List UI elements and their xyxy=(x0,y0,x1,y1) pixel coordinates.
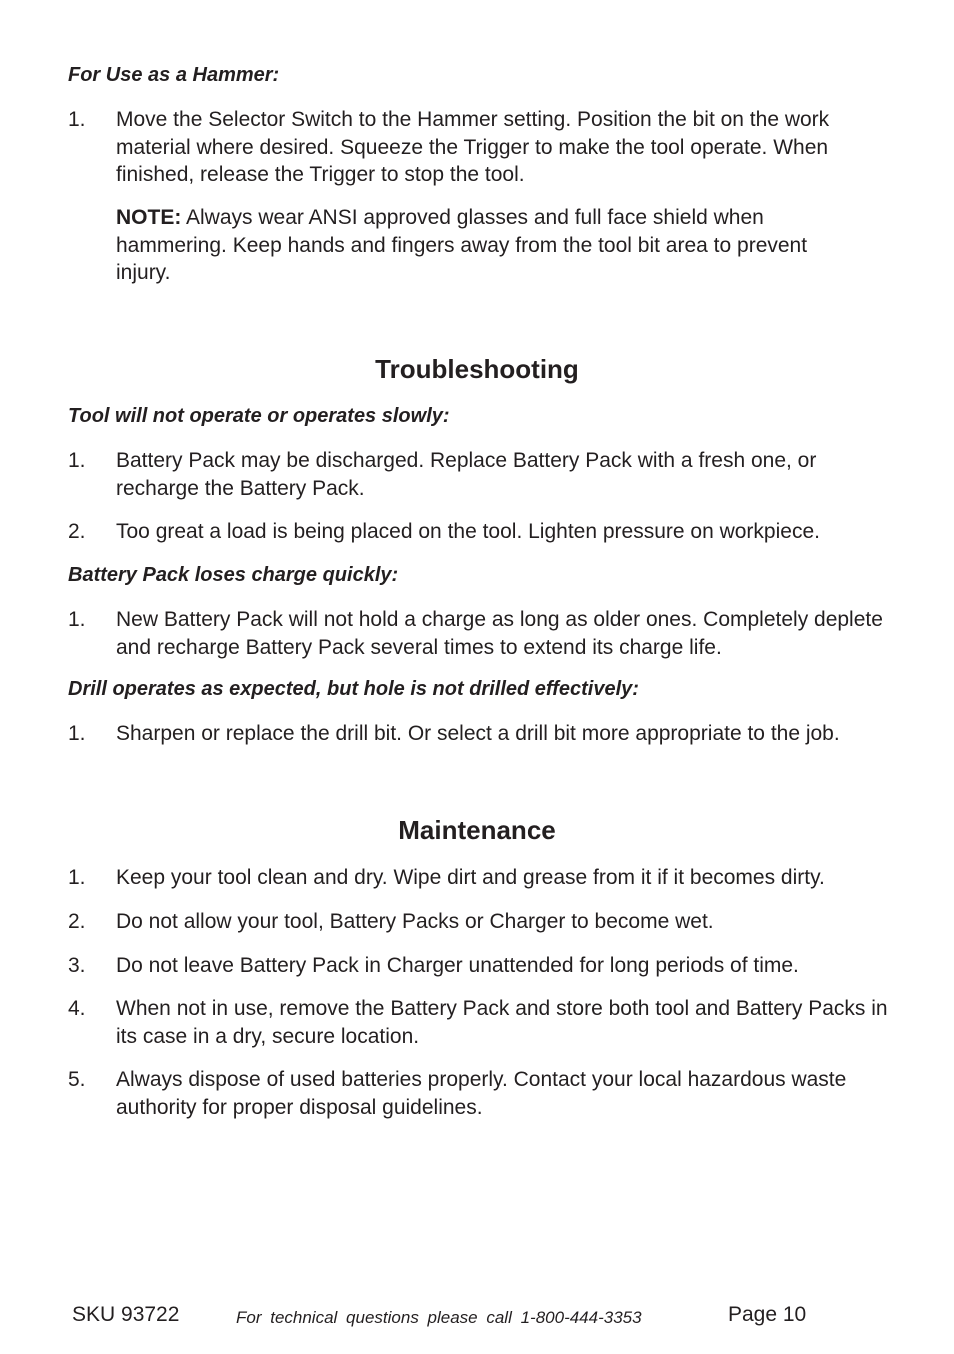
trouble-subhead-3: Drill operates as expected, but hole is not drilled effectively: xyxy=(68,678,639,700)
maintenance-step-5 xyxy=(68,1066,888,1121)
note-label: NOTE: xyxy=(116,206,182,229)
footer-tech-support: For technical questions please call 1-800-444-3353 xyxy=(236,1308,642,1327)
footer-page-number: Page 10 xyxy=(728,1303,807,1326)
trouble-3-step-1 xyxy=(68,720,888,748)
trouble-1-step-1 xyxy=(68,447,888,502)
footer-sku: SKU 93722 xyxy=(72,1303,180,1326)
step-number: 4. xyxy=(68,997,86,1020)
maintenance-title: Maintenance xyxy=(398,815,556,845)
step-number: 5. xyxy=(68,1068,86,1091)
step-number: 3. xyxy=(68,954,86,977)
maintenance-step-3 xyxy=(68,952,888,980)
step-text: Do not leave Battery Pack in Charger unattended for long periods of time. xyxy=(116,954,799,977)
step-text: Move the Selector Switch to the Hammer setting. Position the bit on the work material where desired. Squeeze the Trigger to make the tool operate. When finished, release the Trigger to stop the tool. xyxy=(116,108,830,186)
hammer-step-1 xyxy=(68,106,888,189)
trouble-2-step-1 xyxy=(68,606,888,661)
trouble-1-step-2 xyxy=(68,518,888,546)
maintenance-step-2 xyxy=(68,908,888,936)
note-text: Always wear ANSI approved glasses and full face shield when hammering. Keep hands and fingers away from the tool bit area to prevent injury. xyxy=(116,206,808,284)
hammer-note xyxy=(116,204,856,287)
maintenance-step-1 xyxy=(68,864,888,892)
step-text: Too great a load is being placed on the tool. Lighten pressure on workpiece. xyxy=(116,520,820,543)
trouble-subhead-2: Battery Pack loses charge quickly: xyxy=(68,564,399,586)
maintenance-step-4 xyxy=(68,995,888,1050)
step-number: 1. xyxy=(68,866,86,889)
step-text: New Battery Pack will not hold a charge as long as older ones. Completely deplete and recharge Battery Pack several times to extend its charge life. xyxy=(116,608,883,659)
step-number: 1. xyxy=(68,449,86,472)
step-text: Keep your tool clean and dry. Wipe dirt and grease from it if it becomes dirty. xyxy=(116,866,825,889)
step-number: 2. xyxy=(68,520,86,543)
step-number: 1. xyxy=(68,608,86,631)
step-number: 2. xyxy=(68,910,86,933)
step-text: Always dispose of used batteries properly. Contact your local hazardous waste authority for proper disposal guidelines. xyxy=(116,1068,847,1119)
step-number: 1. xyxy=(68,108,86,131)
step-number: 1. xyxy=(68,722,86,745)
step-text: When not in use, remove the Battery Pack and store both tool and Battery Packs in its case in a dry, secure location. xyxy=(116,997,888,1048)
hammer-subhead: For Use as a Hammer: xyxy=(68,64,280,86)
trouble-subhead-1: Tool will not operate or operates slowly: xyxy=(68,405,450,427)
step-text: Battery Pack may be discharged. Replace Battery Pack with a fresh one, or recharge the Battery Pack. xyxy=(116,449,817,500)
step-text: Do not allow your tool, Battery Packs or Charger to become wet. xyxy=(116,910,714,933)
step-text: Sharpen or replace the drill bit. Or select a drill bit more appropriate to the job. xyxy=(116,722,840,745)
troubleshooting-title: Troubleshooting xyxy=(375,354,579,384)
